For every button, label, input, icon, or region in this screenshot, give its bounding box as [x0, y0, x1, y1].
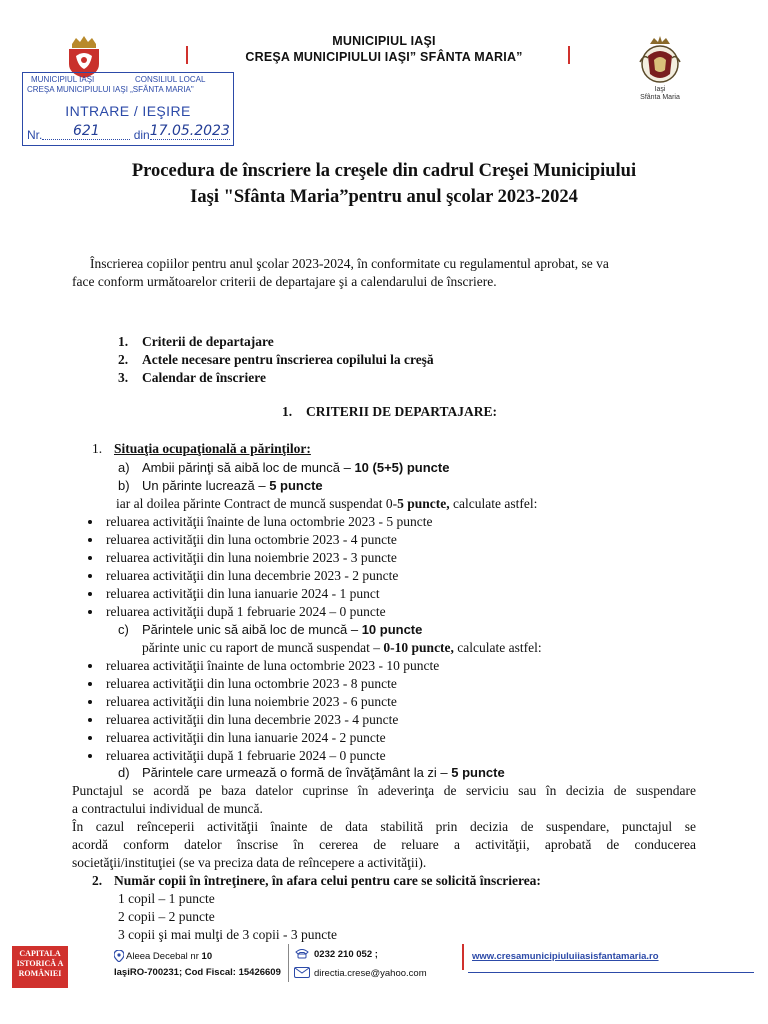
bullet-dot	[88, 754, 92, 758]
option-c-cont-tail: calculate astfel:	[453, 640, 542, 655]
option-b-text: Un părinte lucrează –	[142, 478, 270, 493]
bullet-item: reluarea activităţii din luna ianuarie 2024 - 1 punct	[106, 586, 380, 601]
footer-city-fiscal: IaşiRO-700231; Cod Fiscal: 15426609	[114, 967, 281, 978]
option-b-cont-points: 5 puncte,	[397, 496, 450, 511]
bullet-item: reluarea activităţii din luna octombrie 2023 - 8 puncte	[106, 676, 397, 691]
bullet-item: reluarea activităţii din luna octombrie 2023 - 4 puncte	[106, 532, 397, 547]
stamp-din-label: din	[133, 128, 150, 142]
option-a	[142, 459, 449, 477]
bullet-dot	[88, 592, 92, 596]
stamp-type: INTRARE / IEŞIRE	[65, 103, 191, 119]
children-item-1: 1 copil – 1 puncte	[118, 891, 215, 906]
header-line-1: MUNICIPIUL IAŞI	[332, 34, 436, 48]
toc-item-3	[118, 369, 128, 387]
bullet-dot	[88, 538, 92, 542]
option-b-cont-tail: calculate astfel:	[449, 496, 538, 511]
children-item-3: 3 copii şi mai mulţi de 3 copii - 3 puncte	[118, 927, 337, 942]
criterion-2-heading: Număr copii în întreţinere, în afara celui pentru care se solicită înscrierea:	[114, 873, 541, 888]
toc-num: 2.	[118, 352, 129, 367]
option-a-text: Ambii părinţi să aibă loc de muncă –	[142, 460, 355, 475]
bullet-item: reluarea activităţii din luna decembrie 2023 - 4 puncte	[106, 712, 399, 727]
section-1-num: 1.	[282, 404, 293, 419]
toc-item-1	[118, 333, 128, 351]
badge-line-2: ISTORICĂ A	[16, 959, 64, 968]
bullet-dot	[88, 682, 92, 686]
option-c	[142, 621, 422, 639]
footer-phone: 0232 210 052 ;	[314, 949, 378, 960]
bullet-dot	[88, 718, 92, 722]
header-line-2: CREŞA MUNICIPIULUI IAŞI” SFÂNTA MARIA”	[245, 50, 523, 64]
section-1-heading: CRITERII DE DEPARTAJARE:	[306, 404, 498, 419]
bullet-item: reluarea activităţii din luna noiembrie 2023 - 3 puncte	[106, 550, 397, 565]
footer-email[interactable]: directia.crese@yahoo.com	[314, 968, 427, 979]
footer-website-underline	[468, 972, 754, 973]
title-line-2: Iaşi "Sfânta Maria”pentru anul şcolar 2023-2024	[190, 187, 578, 207]
intro-line-1: Înscrierea copiilor pentru anul şcolar 2023-2024, în conformitate cu regulamentul aprobat, se va	[90, 256, 609, 271]
option-b-points: 5 puncte	[269, 478, 323, 493]
footer-website-link[interactable]: www.cresamunicipiuluiiasisfantamaria.ro	[472, 951, 659, 962]
historic-capital-badge	[12, 946, 68, 988]
note-2-line-1: În cazul reînceperii activităţii înainte de data stabilită prin decizia de suspendare, punctajul se	[72, 819, 696, 834]
crest-caption	[636, 86, 684, 102]
bullet-item: reluarea activităţii după 1 februarie 2024 – 0 puncte	[106, 604, 386, 619]
note-1-line-2: a contractului individual de muncă.	[72, 801, 263, 816]
option-b-continuation	[116, 495, 537, 513]
bullet-dot	[88, 664, 92, 668]
criterion-2-num: 2.	[92, 873, 103, 888]
stamp-nr-label: Nr.	[27, 128, 43, 142]
stamp-date-value: 17.05.2023	[149, 123, 230, 139]
option-c-text: Părintele unic să aibă loc de muncă –	[142, 622, 362, 637]
option-c-cont-text: părinte unic cu raport de muncă suspendat –	[142, 640, 384, 655]
badge-line-1: CAPITALA	[19, 949, 61, 958]
option-d-label: d)	[118, 765, 130, 780]
stamp-org-left: MUNICIPIUL IAŞI	[31, 75, 95, 84]
note-2-line-3: societăţii/instituţiei (se va preciza data de reîncepere a activităţii).	[72, 855, 427, 870]
bullet-item: reluarea activităţii din luna decembrie 2023 - 2 puncte	[106, 568, 399, 583]
bullet-dot	[88, 520, 92, 524]
location-pin-icon	[114, 950, 124, 962]
bullet-dot	[88, 736, 92, 740]
option-b-label: b)	[118, 478, 130, 493]
registration-stamp	[22, 72, 234, 146]
bullet-item: reluarea activităţii din luna noiembrie 2023 - 6 puncte	[106, 694, 397, 709]
bullet-item: reluarea activităţii înainte de luna octombrie 2023 - 10 puncte	[106, 658, 440, 673]
stamp-org-right: CONSILIUL LOCAL	[135, 75, 206, 84]
creche-crest-icon	[638, 36, 682, 86]
footer-separator	[288, 944, 289, 982]
stamp-number-line	[27, 123, 230, 144]
option-b	[142, 477, 323, 495]
option-d	[142, 764, 505, 782]
bullet-dot	[88, 556, 92, 560]
address-label: Aleea Decebal nr	[126, 951, 202, 962]
children-item-2: 2 copii – 2 puncte	[118, 909, 215, 924]
header-divider-left	[186, 46, 188, 64]
toc-num: 1.	[118, 334, 129, 349]
note-2-line-2: acordă conform datelor înscrise în cererea de reluare a activităţii, aprobată de conducerea	[72, 837, 696, 852]
header-divider-right	[568, 46, 570, 64]
toc-text-3: Calendar de înscriere	[142, 370, 266, 385]
address-number: 10	[201, 951, 213, 962]
phone-icon	[294, 948, 310, 959]
toc-num: 3.	[118, 370, 129, 385]
badge-line-3: ROMÂNIEI	[18, 969, 62, 978]
footer-red-divider	[462, 944, 464, 970]
stamp-nr-value: 621	[72, 123, 100, 139]
bullet-item: reluarea activităţii după 1 februarie 2024 – 0 puncte	[106, 748, 386, 763]
bullet-item: reluarea activităţii înainte de luna octombrie 2023 - 5 puncte	[106, 514, 433, 529]
email-icon	[294, 967, 310, 978]
title-line-1: Procedura de înscriere la creşele din cadrul Creşei Municipiului	[131, 161, 637, 181]
option-a-points: 10 (5+5) puncte	[354, 460, 450, 475]
document-title	[70, 158, 698, 210]
toc-item-2	[118, 351, 128, 369]
footer-address	[126, 951, 212, 962]
option-c-continuation	[142, 639, 542, 657]
bullet-item: reluarea activităţii din luna ianuarie 2024 - 2 puncte	[106, 730, 386, 745]
bullet-dot	[88, 700, 92, 704]
option-b-cont-text: iar al doilea părinte Contract de muncă suspendat 0-	[116, 496, 398, 511]
toc-text-1: Criterii de departajare	[142, 334, 274, 349]
criterion-1-num: 1.	[92, 441, 103, 456]
note-1-line-1: Punctajul se acordă pe baza datelor cuprinse în adeverinţa de serviciu sau în decizia de suspendare	[72, 783, 696, 798]
option-c-cont-points: 0-10 puncte,	[383, 640, 454, 655]
option-c-label: c)	[118, 622, 129, 637]
intro-line-2: face conform următoarelor criterii de departajare şi a calendarului de înscriere.	[72, 274, 497, 289]
crest-caption-line-2: Sfânta Maria	[640, 94, 680, 101]
option-d-points: 5 puncte	[451, 765, 505, 780]
option-a-label: a)	[118, 460, 130, 475]
bullet-dot	[88, 574, 92, 578]
crest-caption-line-1: Iaşi	[654, 86, 666, 93]
option-d-text: Părintele care urmează o formă de învăţământ la zi –	[142, 765, 452, 780]
toc-text-2: Actele necesare pentru înscrierea copilului la creşă	[142, 352, 434, 367]
option-c-points: 10 puncte	[361, 622, 423, 637]
bullet-dot	[88, 610, 92, 614]
stamp-unit: CREŞA MUNICIPIULUI IAŞI „SFÂNTA MARIA"	[27, 85, 194, 94]
criterion-1-heading: Situaţia ocupaţională a părinţilor:	[114, 441, 311, 456]
